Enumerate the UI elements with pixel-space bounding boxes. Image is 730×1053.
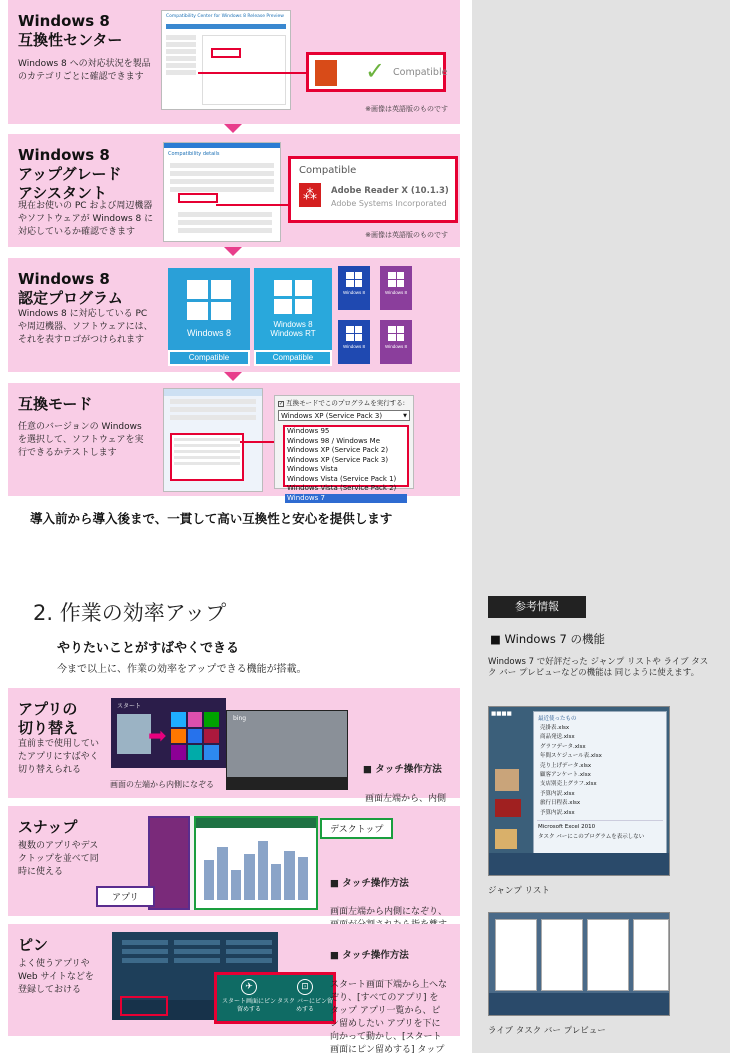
feature-pin [8,924,460,1053]
feature-title: ピン [18,936,49,954]
jump-item[interactable]: グラフデータ.xlsx [540,743,586,750]
properties-dialog-screenshot [163,388,263,492]
jump-item[interactable]: 年間スケジュール表.xlsx [540,753,602,760]
panel-desc: Windows 8 への対応状況を製品 のカテゴリごとに確認できます [18,59,151,82]
option-item-selected[interactable]: Windows 7 [285,494,407,504]
upgrade-assistant-screenshot [163,142,281,242]
feature-title: アプリの 切り替え [18,700,79,737]
win8-rt-logo-large: Windows 8 Windows RT Compatible [254,268,332,366]
compat-select[interactable]: Windows XP (Service Pack 3) ▼ [278,410,410,421]
bing-app-screenshot: bing [226,710,348,790]
section-heading: 2. 作業の効率アップ [33,601,227,625]
win8-logo-small-blue: Windows 8 [338,266,370,310]
panel-note: ※画像は英語版のものです [365,231,448,239]
panel-title: Windows 8 互換性センター [18,12,123,49]
checkbox-label: 互換モードでこのプログラムを実行する: [286,399,405,407]
option-item[interactable]: Windows Vista (Service Pack 2) [287,484,397,492]
connector-line [240,441,276,443]
jump-list-items [534,724,666,818]
option-item[interactable]: Windows XP (Service Pack 2) [287,446,389,454]
live-preview-caption: ライブ タスク バー プレビュー [488,1026,606,1036]
option-item[interactable]: Windows 98 / Windows Me [287,436,381,445]
panel-desc: Windows 8 に対応している PC や周辺機器、ソフトウェアには、 それを表すロゴがつけられます [18,309,153,345]
sidebar-heading: ■ Windows 7 の機能 [490,632,605,646]
connector-line [198,72,308,74]
section-subdesc: 今まで以上に、作業の効率をアップできる機能が搭載。 [57,664,307,675]
live-taskbar-preview-screenshot [488,912,670,1016]
touch-instructions: ■ タッチ操作方法 スタート画面下端から上へな ぞり、[すべてのアプリ] を タップ アプリ一覧から、ピ ン留めしたい アプリを下に 向かって動かし、[スタート 画面にピン留めする] タップ [330,950,448,1053]
option-item[interactable]: Windows XP (Service Pack 3) [287,455,389,464]
option-item[interactable]: Windows 95 [287,427,330,435]
jump-unpin[interactable]: タスク バーにこのプログラムを表示しない [538,834,645,841]
screenshot-title: Compatibility details [168,151,220,157]
callout-app: Adobe Reader X (10.1.3) [331,186,449,196]
panel-desc: 現在お使いの PC および周辺機器 やソフトウェアが Windows 8 に 対応しているか確認できます [18,201,154,237]
win8-logo-small-purple: Windows 8 [380,266,412,310]
reference-label: 参考情報 [488,596,586,618]
connector-line [216,204,290,206]
feature-title: スナップ [18,818,78,836]
jump-item[interactable]: 予算内訳.xlsx [540,809,575,816]
start-screen-screenshot: スタート [111,698,226,768]
screenshot-title: Compatibility Center for Windows 8 Release Preview [166,14,284,19]
jump-item[interactable]: 売り上げデータ.xlsx [540,762,592,769]
win8-logo-small-purple-2: Windows 8 [380,320,412,364]
compat-options-list [283,425,409,502]
pin-icon: ✈ [241,979,257,995]
checkbox[interactable]: ✓ [279,401,284,407]
option-item[interactable]: Windows Vista [287,465,338,473]
jump-list-menu: 最近使ったもの 売掛表.xlsx 商品発送.xlsx グラフデータ.xlsx 年間スケジュール表.xlsx 売り上げデータ.xlsx 顧客アンケート.xlsx 支店別売上グラフ.xlsx 予算内訳.xlsx 旅行日程表.xlsx 予算内訳.xlsx Microsoft Excel 2010 タスク バーにこのプログラムを表示しない [533,711,667,857]
win8-logo-large: Windows 8 Compatible [168,268,250,366]
jump-item[interactable]: 顧客アンケート.xlsx [540,772,591,779]
pin-buttons-callout [214,972,336,1024]
win8-logo-small-blue-2: Windows 8 [338,320,370,364]
feature-app-switch [8,688,460,804]
jump-list-screenshot: ■■■■ 最近使ったもの 売掛表.xlsx 商品発送.xlsx グラフデータ.xlsx 年間スケジュール表.xlsx 売り上げデータ.xlsx 顧客アンケート.xlsx 支店別売上グラフ.xlsx 予算内訳.xlsx 旅行日程表.xlsx 予算内訳.xlsx Microsoft Excel 2010 タスク バーにこのプログラムを表示しない [488,706,670,876]
jump-item[interactable]: 商品発送.xlsx [540,734,575,741]
option-item[interactable]: Windows Vista (Service Pack 1) [287,474,397,483]
swipe-arrow-icon: ➡ [148,724,167,749]
section-subheading: やりたいことがすばやくできる [57,641,240,656]
touch-instructions: ■ タッチ操作方法 画面左端から、内側 [363,764,447,804]
panel-note: ※画像は英語版のものです [365,105,448,113]
pin-taskbar-button[interactable]: ⊡ タスク バーにピン留 めする [277,979,333,1013]
compatible-callout [306,52,446,92]
touch-instructions: ■ タッチ操作方法 画面左端から内側になぞり、 [330,878,448,917]
chevron-down-icon: ▼ [403,413,407,419]
jump-item[interactable]: 支店別売上グラフ.xlsx [540,781,597,788]
jump-app[interactable]: Microsoft Excel 2010 [538,824,596,831]
panel-certification [8,258,460,372]
feature-snap [8,806,460,916]
taskbar-pin-icon: ⊡ [297,979,313,995]
callout-label: Compatible [393,67,448,78]
taskbar [489,853,669,875]
adobe-callout [288,156,458,223]
feature-desc: よく使うアプリや Web サイトなどを 登録しておける [18,959,94,995]
snap-screenshot [148,816,318,910]
label-app: アプリ [96,886,155,907]
panel-compat-mode [8,383,460,502]
check-icon: ✓ [365,57,386,85]
panel-desc: 任意のバージョンの Windows を選択して、ソフトウェアを実 行できるかテストします [18,422,144,458]
callout-title: Compatible [299,165,357,176]
sidebar-text: Windows 7 で好評だった ジャンプ リストや ライブ タスク バー プレビューなどの機能は 同じように使えます。 [488,657,709,678]
panel-title: 互換モード [18,395,93,413]
panel-title: Windows 8 アップグレード アシスタント [18,146,122,202]
jump-item[interactable]: 予算内訳.xlsx [540,790,575,797]
compat-mode-dropdown [274,395,414,502]
flow-arrow-down [224,372,242,381]
label-desktop: デスクトップ [320,818,393,839]
panel-title: Windows 8 認定プログラム [18,270,123,307]
flow-arrow-down [224,247,242,256]
feature-caption: 画面の左端から内側になぞる [110,780,214,789]
adobe-icon: ⁂ [299,183,321,207]
taskbar [489,993,669,1015]
jump-item[interactable]: 旅行日程表.xlsx [540,800,581,807]
feature-desc: 複数のアプリやデス クトップを並べて同 時に使える [18,841,99,877]
tagline: 導入前から導入後まで、一貫して高い互換性と安心を提供します [30,511,393,526]
jump-list-caption: ジャンプ リスト [488,886,550,896]
flow-arrow-down [224,124,242,133]
jump-item[interactable]: 売掛表.xlsx [540,725,570,731]
feature-desc: 直前まで使用してい たアプリにすばやく 切り替えられる [18,739,100,775]
callout-publisher: Adobe Systems Incorporated [331,199,447,208]
panel-compat-center [8,0,460,124]
compat-center-screenshot [161,10,291,110]
panel-upgrade-assistant [8,134,460,247]
pin-start-button[interactable]: ✈ スタート画面にピン 留めする [221,979,277,1013]
